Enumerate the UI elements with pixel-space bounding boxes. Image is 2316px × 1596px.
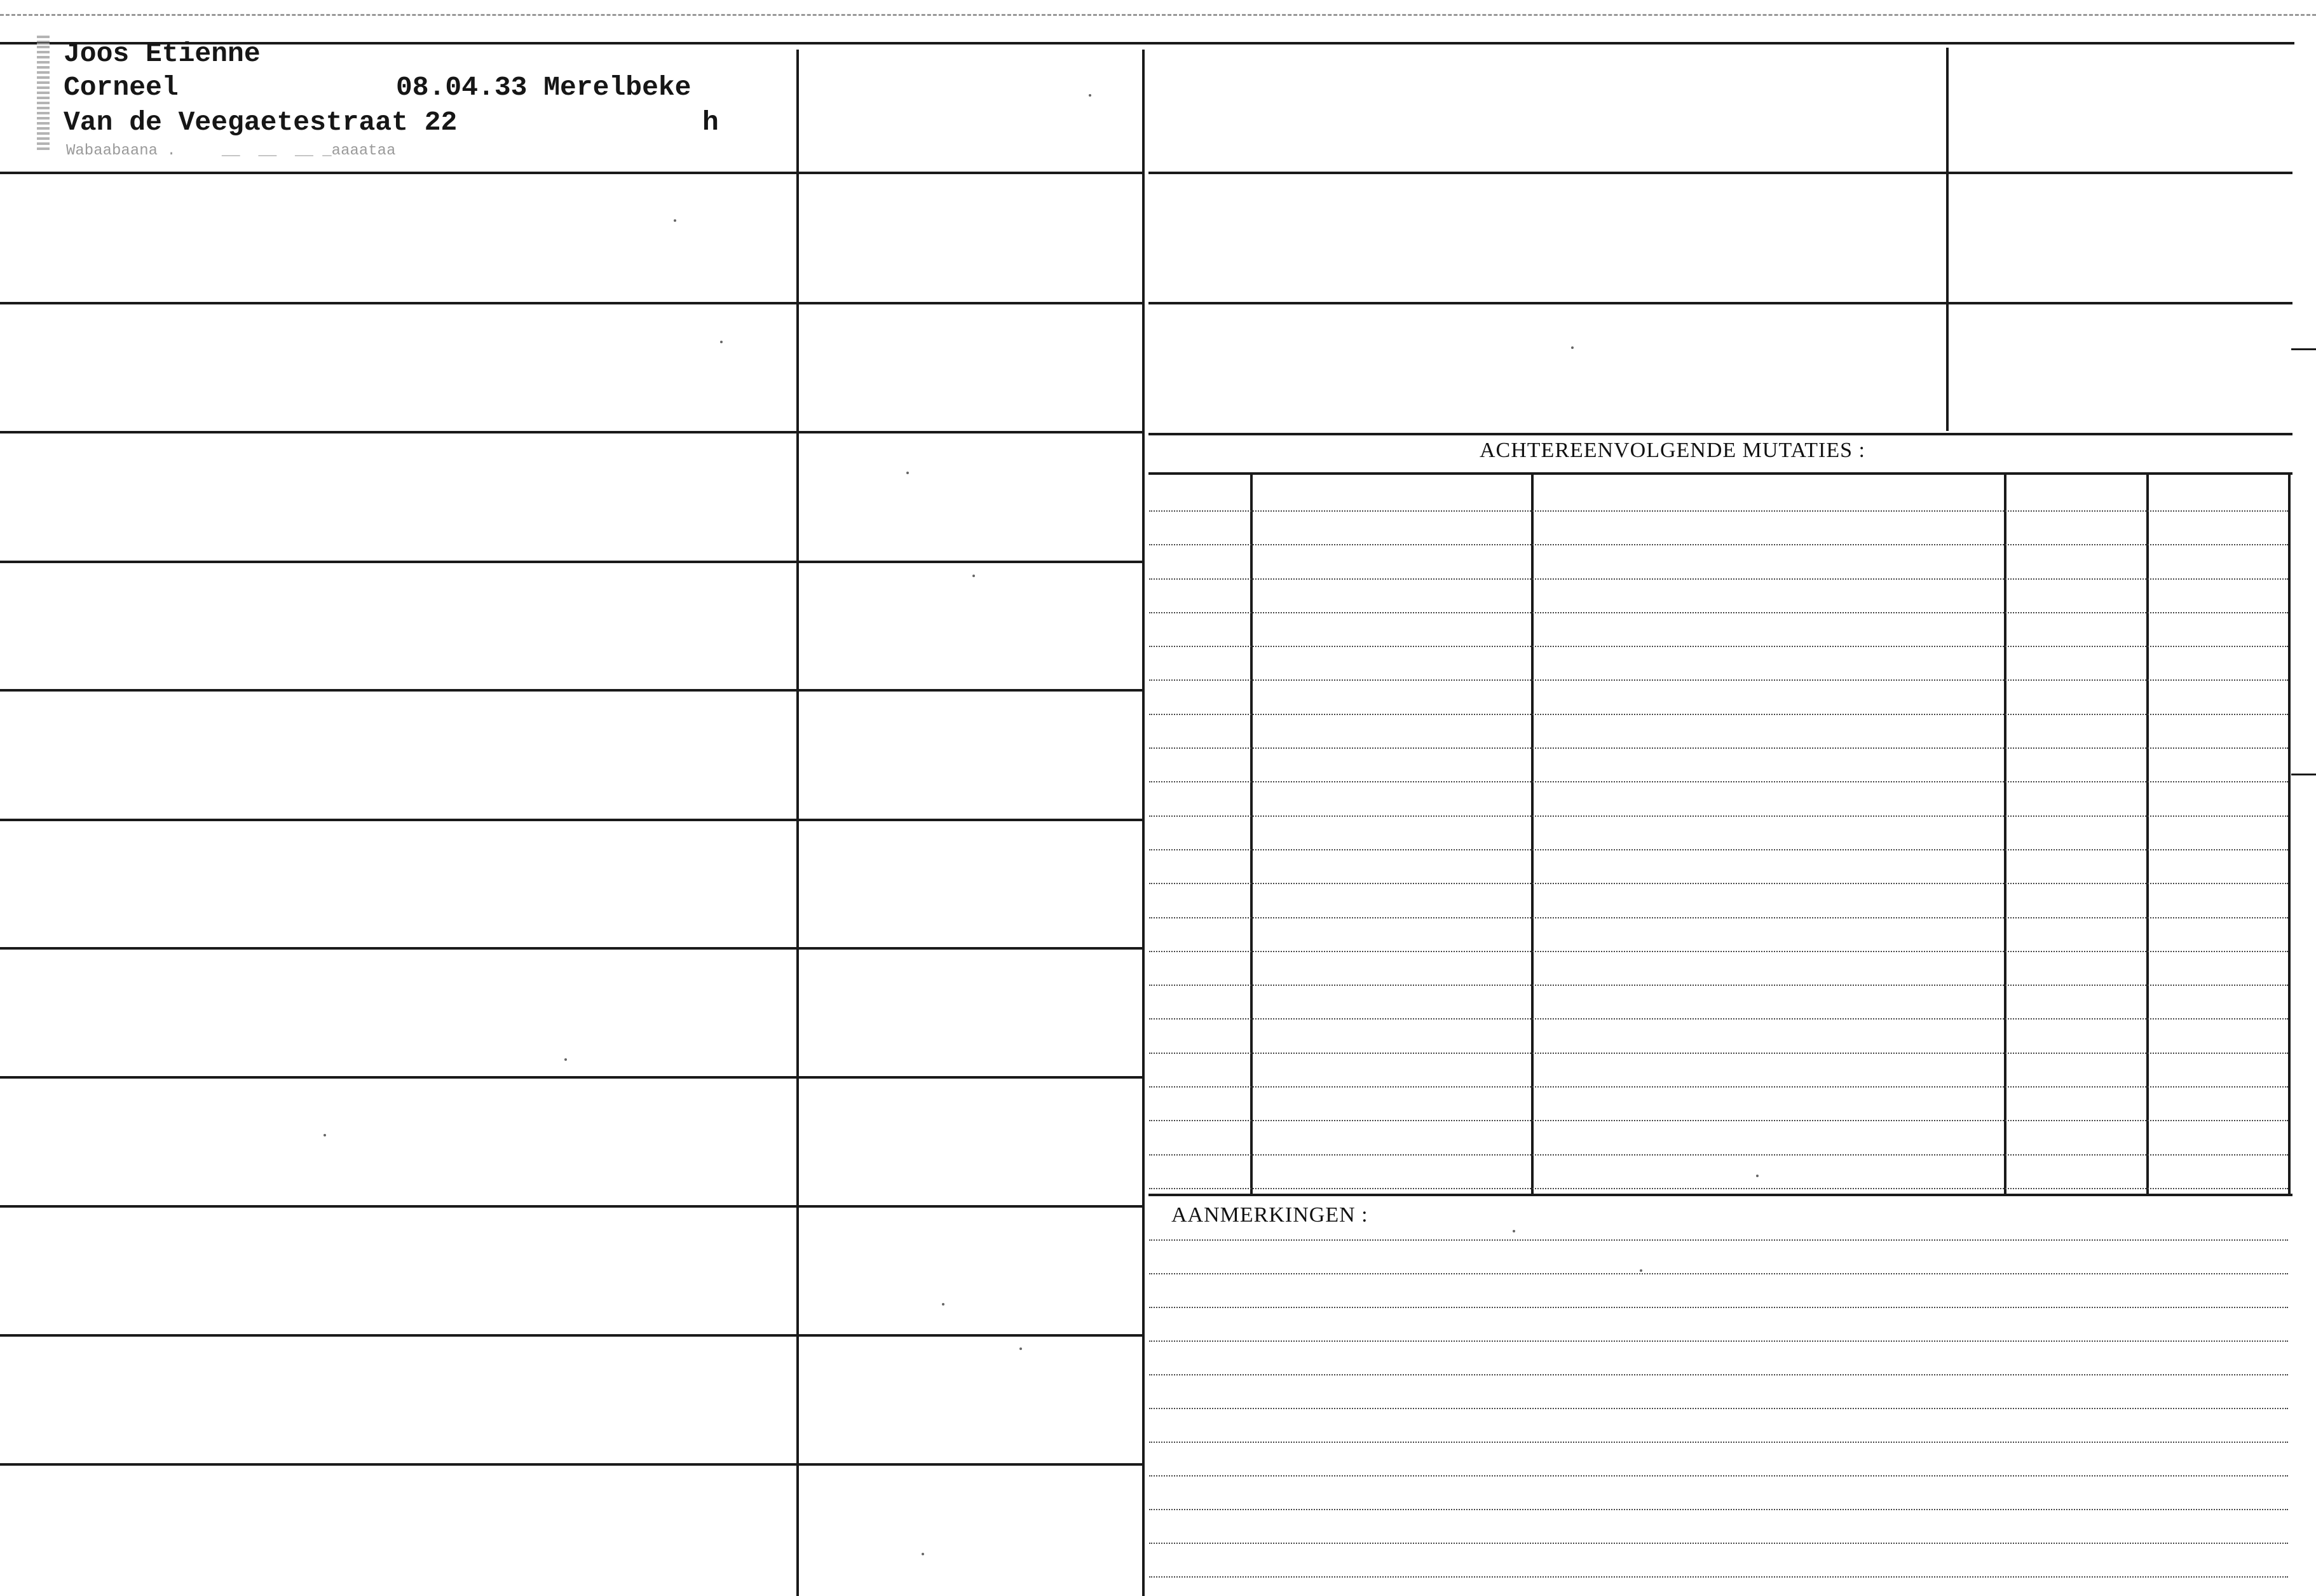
- grid-row-line: [799, 431, 1142, 433]
- remarks-heading: AANMERKINGEN :: [1171, 1203, 1368, 1227]
- grid-row-line: [0, 947, 796, 950]
- grid-row-line: [799, 172, 1142, 174]
- remark-dotted-line: [1149, 1442, 2288, 1443]
- speck: [1756, 1175, 1759, 1177]
- speck: [1640, 1269, 1642, 1272]
- divider-right-top: [1946, 48, 1949, 431]
- mutation-dotted-line: [1149, 1188, 2288, 1189]
- speck: [942, 1303, 944, 1306]
- record-name-line1: Joos Etienne: [64, 38, 261, 69]
- grid-row-line: [0, 819, 796, 821]
- speck: [720, 341, 723, 343]
- grid-row-line: [0, 1076, 796, 1079]
- grid-row-line: [799, 1076, 1142, 1079]
- record-marker: h: [702, 107, 719, 138]
- remark-dotted-line: [1149, 1475, 2288, 1477]
- top-border: [0, 42, 2294, 44]
- mutation-dotted-line: [1149, 646, 2288, 647]
- mutations-top: [1148, 472, 2292, 475]
- mutations-col: [2288, 474, 2291, 1195]
- remark-dotted-line: [1149, 1509, 2288, 1510]
- margin-tick: [2291, 348, 2316, 350]
- mutation-dotted-line: [1149, 1154, 2288, 1156]
- grid-row-line: [799, 1205, 1142, 1208]
- mutation-dotted-line: [1149, 747, 2288, 749]
- record-address: Van de Veegaetestraat 22: [64, 107, 458, 138]
- divider-center: [1142, 50, 1145, 1596]
- grid-row-line: [0, 1334, 796, 1337]
- mutations-heading: ACHTEREENVOLGENDE MUTATIES :: [1480, 439, 1865, 462]
- margin-tick: [2291, 774, 2316, 775]
- grid-row-line: [799, 561, 1142, 563]
- right-row-line: [1148, 302, 2292, 304]
- grid-row-line: [799, 1463, 1142, 1466]
- grid-row-line: [799, 689, 1142, 692]
- mutation-dotted-line: [1149, 883, 2288, 884]
- remark-dotted-line: [1149, 1408, 2288, 1409]
- speck: [1513, 1230, 1515, 1232]
- scan-edge: [0, 14, 2316, 16]
- grid-row-line: [799, 1334, 1142, 1337]
- grid-row-line: [0, 1463, 796, 1466]
- grid-row-line: [799, 819, 1142, 821]
- speck: [972, 575, 975, 577]
- record-faint-line: Wabaabaana . __ __ __ _aaaataa: [66, 142, 396, 160]
- stamp-mark: [37, 36, 50, 150]
- mutation-dotted-line: [1149, 1053, 2288, 1054]
- mutation-dotted-line: [1149, 679, 2288, 681]
- divider-left: [796, 50, 799, 1596]
- record-birth: 08.04.33 Merelbeke: [396, 72, 691, 103]
- speck: [906, 472, 909, 474]
- grid-row-line: [0, 561, 796, 563]
- record-name-line2: Corneel: [64, 72, 179, 103]
- speck: [1019, 1347, 1022, 1350]
- mutation-dotted-line: [1149, 612, 2288, 613]
- remark-dotted-line: [1149, 1340, 2288, 1342]
- mutation-dotted-line: [1149, 1086, 2288, 1088]
- remark-dotted-line: [1149, 1239, 2288, 1241]
- mutation-dotted-line: [1149, 985, 2288, 986]
- remark-dotted-line: [1149, 1307, 2288, 1308]
- speck: [674, 219, 676, 222]
- mutation-dotted-line: [1149, 714, 2288, 715]
- speck: [1571, 346, 1574, 349]
- speck: [1089, 94, 1091, 97]
- mutation-dotted-line: [1149, 951, 2288, 952]
- remark-dotted-line: [1149, 1374, 2288, 1375]
- grid-row-line: [0, 172, 796, 174]
- remark-dotted-line: [1149, 1576, 2288, 1578]
- mutation-dotted-line: [1149, 544, 2288, 545]
- grid-row-line: [0, 1205, 796, 1208]
- grid-row-line: [799, 947, 1142, 950]
- mutation-dotted-line: [1149, 849, 2288, 850]
- speck: [324, 1134, 326, 1136]
- remark-dotted-line: [1149, 1273, 2288, 1274]
- mutations-bottom: [1148, 1194, 2292, 1196]
- grid-row-line: [0, 302, 796, 304]
- grid-row-line: [0, 431, 796, 433]
- grid-row-line: [0, 689, 796, 692]
- mutation-dotted-line: [1149, 781, 2288, 782]
- right-row-line: [1148, 433, 2292, 435]
- speck: [922, 1553, 924, 1555]
- grid-row-line: [799, 302, 1142, 304]
- right-row-line: [1148, 172, 2292, 174]
- mutation-dotted-line: [1149, 815, 2288, 817]
- remark-dotted-line: [1149, 1543, 2288, 1544]
- mutation-dotted-line: [1149, 1120, 2288, 1121]
- mutation-dotted-line: [1149, 1018, 2288, 1020]
- mutation-dotted-line: [1149, 917, 2288, 918]
- mutation-dotted-line: [1149, 578, 2288, 580]
- mutation-dotted-line: [1149, 510, 2288, 512]
- speck: [564, 1058, 567, 1061]
